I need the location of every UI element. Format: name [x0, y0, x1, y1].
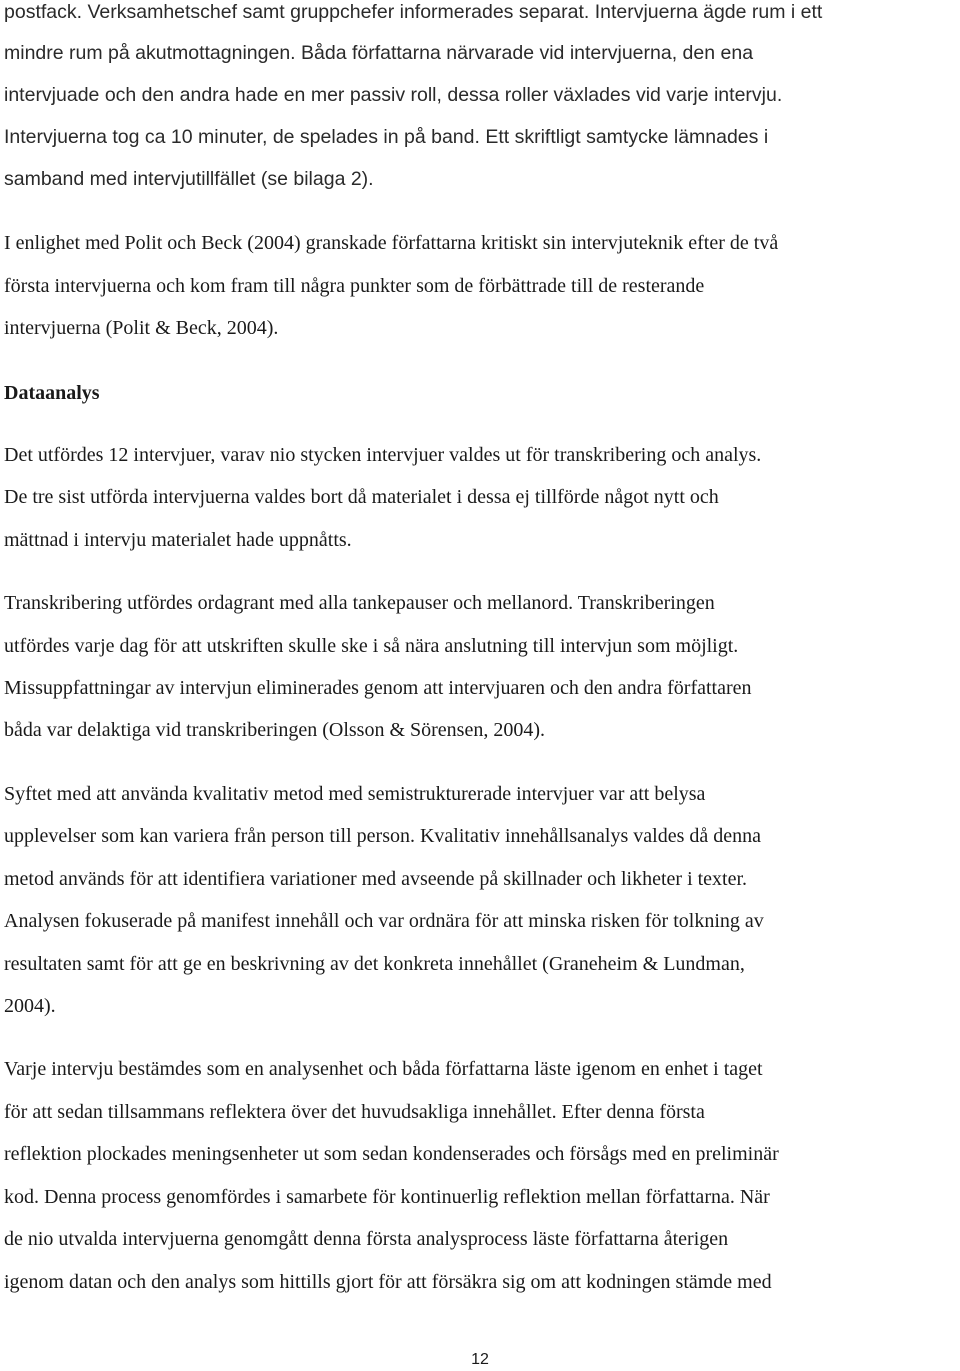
text-line: Transkribering utfördes ordagrant med alla tankepauser och mellanord. Transkriberingen [4, 592, 715, 614]
text-line: kod. Denna process genomfördes i samarbete för kontinuerlig reflektion mellan författarna. När [4, 1186, 770, 1208]
text-line: mättnad i intervju materialet hade uppnåtts. [4, 529, 352, 551]
text-line: intervjuerna (Polit & Beck, 2004). [4, 317, 279, 339]
text-line: Syftet med att använda kvalitativ metod med semistrukturerade intervjuer var att belysa [4, 783, 706, 805]
text-line: Det utfördes 12 intervjuer, varav nio stycken intervjuer valdes ut för transkribering och analys. [4, 444, 762, 466]
text-line: samband med intervjutillfället (se bilaga 2). [4, 168, 374, 190]
text-line: metod används för att identifiera variationer med avseende på skillnader och likheter i texter. [4, 868, 748, 890]
text-line: Analysen fokuserade på manifest innehåll och var ordnära för att minska risken för tolkning av [4, 910, 764, 932]
text-line: Varje intervju bestämdes som en analysenhet och båda författarna läste igenom en enhet i taget [4, 1058, 763, 1080]
text-line: intervjuade och den andra hade en mer passiv roll, dessa roller växlades vid varje intervju. [4, 84, 783, 106]
text-line: postfack. Verksamhetschef samt gruppchefer informerades separat. Intervjuerna ägde rum i ett [4, 1, 823, 23]
text-line: I enlighet med Polit och Beck (2004) granskade författarna kritiskt sin intervjuteknik efter de två [4, 232, 779, 254]
text-line: resultaten samt för att ge en beskrivning av det konkreta innehållet (Graneheim & Lundman, [4, 953, 745, 975]
text-line: för att sedan tillsammans reflektera över det huvudsakliga innehållet. Efter denna första [4, 1101, 705, 1123]
text-line: De tre sist utförda intervjuerna valdes bort då materialet i dessa ej tillförde något nytt och [4, 486, 719, 508]
text-line: de nio utvalda intervjuerna genomgått denna första analysprocess läste författarna återigen [4, 1228, 729, 1250]
text-line: Missuppfattningar av intervjun eliminerades genom att intervjuaren och den andra författaren [4, 677, 752, 699]
text-line: båda var delaktiga vid transkriberingen (Olsson & Sörensen, 2004). [4, 719, 545, 741]
text-line: reflektion plockades meningsenheter ut som sedan kondenserades och försågs med en preliminär [4, 1143, 779, 1165]
text-line: 2004). [4, 995, 56, 1017]
text-line: upplevelser som kan variera från person till person. Kvalitativ innehållsanalys valdes då denna [4, 825, 761, 847]
text-line: första intervjuerna och kom fram till några punkter som de förbättrade till de resterande [4, 275, 705, 297]
page-number: 12 [471, 1351, 489, 1368]
text-line: igenom datan och den analys som hittills gjort för att försäkra sig om att kodningen stämde med [4, 1271, 772, 1293]
text-line: utfördes varje dag för att utskriften skulle ske i så nära anslutning till intervjun som möjligt. [4, 635, 739, 657]
section-heading: Dataanalys [4, 382, 100, 404]
text-line: mindre rum på akutmottagningen. Båda författarna närvarade vid intervjuerna, den ena [4, 42, 754, 64]
text-line: Intervjuerna tog ca 10 minuter, de spelades in på band. Ett skriftligt samtycke lämnades i [4, 126, 769, 148]
